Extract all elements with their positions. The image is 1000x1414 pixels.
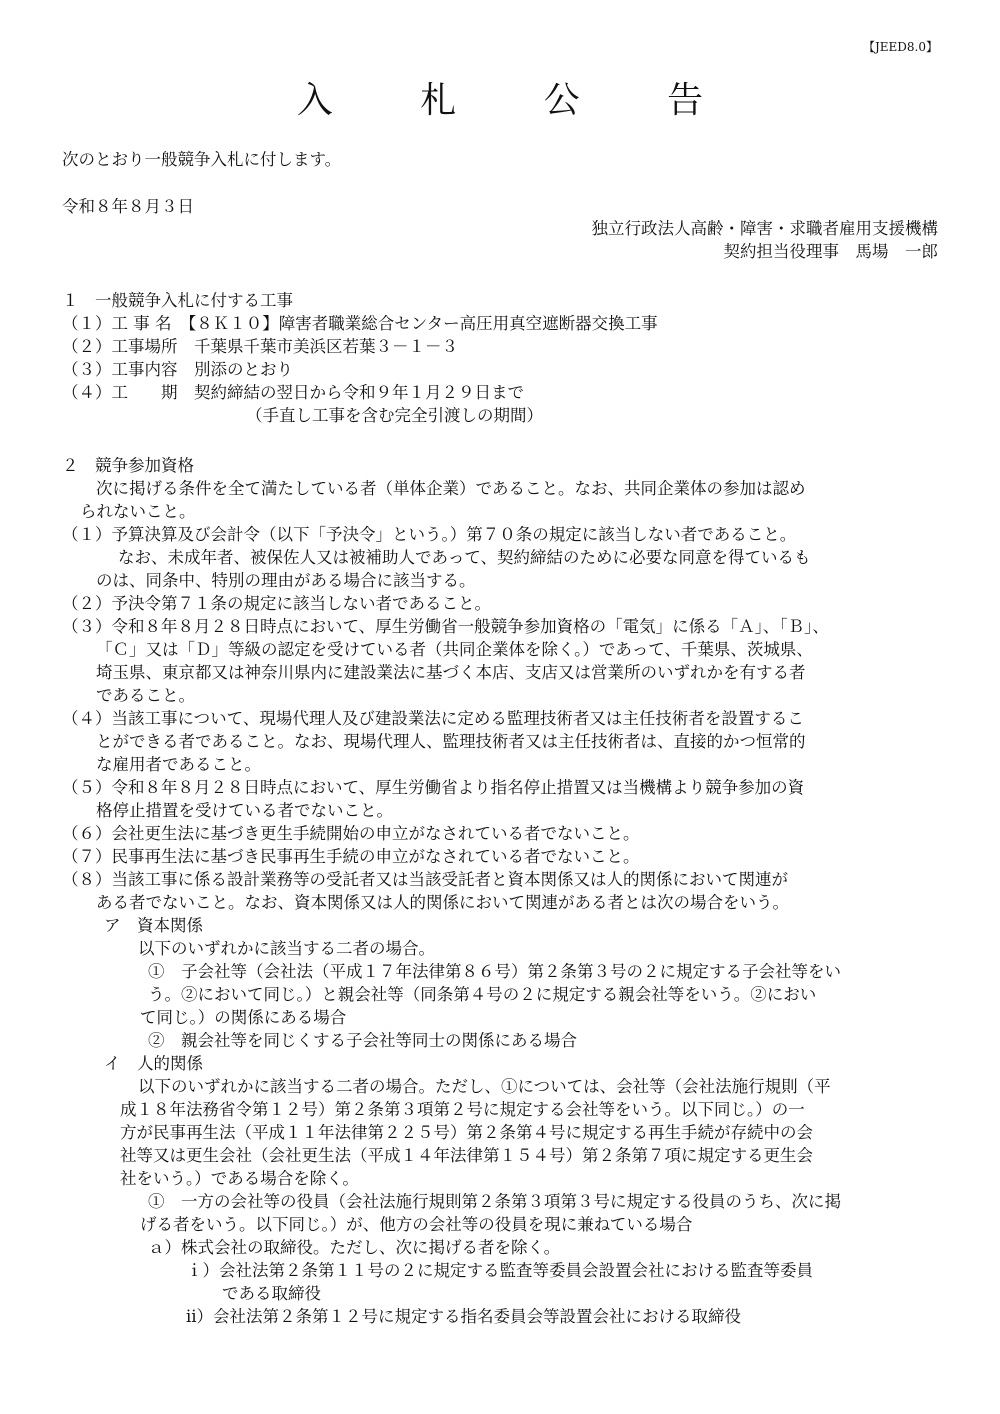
section-2-line: 方が民事再生法（平成１１年法律第２２５号）第２条第４号に規定する再生手続が存続中の会 — [120, 1123, 813, 1142]
section-2-line: 「Ｃ」又は「Ｄ」等級の認定を受けている者（共同企業体を除く。）であって、千葉県、茨城県、 — [96, 640, 813, 659]
section-1-line: （４）工 期 契約締結の翌日から令和９年１月２９日まで — [62, 383, 524, 402]
section-2-line: であること。 — [96, 686, 195, 705]
section-1-line: （手直し工事を含む完全引渡しの期間） — [246, 406, 543, 425]
section-2-line: ある者でないこと。なお、資本関係又は人的関係において関連がある者とは次の場合をいう。 — [96, 893, 789, 912]
section-2-line: ⅱ）会社法第２条第１２号に規定する指名委員会等設置会社における取締役 — [186, 1307, 742, 1326]
document-code: 【JEED8.0】 — [862, 40, 938, 54]
section-2-line: 成１８年法務省令第１２号）第２条第３項第２号に規定する会社等をいう。以下同じ。）の一 — [120, 1100, 805, 1119]
section-2-line: 社等又は更生会社（会社更生法（平成１４年法律第１５４号）第２条第７項に規定する更生会 — [120, 1146, 813, 1165]
section-2-line: う。②において同じ。）と親会社等（同条第４号の２に規定する親会社等をいう。②におい — [148, 985, 817, 1004]
section-2-line: 格停止措置を受けている者でないこと。 — [96, 801, 393, 820]
section-2-line: て同じ。）の関係にある場合 — [140, 1008, 347, 1027]
section-2-heading: ２ 競争参加資格 — [62, 456, 194, 475]
issuer-organization: 独立行政法人高齢・障害・求職者雇用支援機構 — [591, 219, 938, 238]
section-1-line: （２）工事場所 千葉県千葉市美浜区若葉３－１－３ — [62, 337, 458, 356]
section-2-line: である取締役 — [222, 1284, 321, 1303]
section-2-line: （１）予算決算及び会計令（以下「予決令」という。）第７０条の規定に該当しない者であること。 — [62, 525, 797, 544]
section-2-line: ア 資本関係 — [104, 916, 203, 935]
section-2-line: イ 人的関係 — [104, 1054, 203, 1073]
section-2-line: 埼玉県、東京都又は神奈川県内に建設業法に基づく本店、支店又は営業所のいずれかを有する者 — [96, 663, 806, 682]
section-2-line: 以下のいずれかに該当する二者の場合。ただし、①については、会社等（会社法施行規則（平 — [138, 1077, 831, 1096]
issuer-officer: 契約担当役理事 馬場 一郎 — [723, 242, 938, 261]
section-2-line: 次に掲げる条件を全て満たしている者（単体企業）であること。なお、共同企業体の参加は認め — [96, 479, 806, 498]
section-2-line: とができる者であること。なお、現場代理人、監理技術者又は主任技術者は、直接的かつ恒常的 — [96, 732, 806, 751]
section-2-line: （３）令和８年８月２８日時点において、厚生労働省一般競争参加資格の「電気」に係る「Ａ」、「Ｂ」、 — [62, 617, 829, 636]
section-2-line: 社をいう。）である場合を除く。 — [120, 1169, 359, 1188]
section-1-heading: １ 一般競争入札に付する工事 — [62, 291, 293, 310]
section-2-line: 以下のいずれかに該当する二者の場合。 — [138, 939, 435, 958]
section-2-line: な雇用者であること。 — [96, 755, 261, 774]
section-2-line: （８）当該工事に係る設計業務等の受託者又は当該受託者と資本関係又は人的関係において関連が — [62, 870, 788, 889]
section-1-line: （１）工 事 名 【８Ｋ１０】障害者職業総合センター高圧用真空遮断器交換工事 — [62, 314, 658, 333]
section-2-line: のは、同条中、特別の理由がある場合に該当する。 — [96, 571, 476, 590]
section-2-line: ｉ）会社法第２条第１１号の２に規定する監査等委員会設置会社における監査等委員 — [186, 1261, 813, 1280]
section-2-line: なお、未成年者、被保佐人又は被補助人であって、契約締結のために必要な同意を得ているも — [118, 548, 811, 567]
announcement-date: 令和８年８月３日 — [62, 197, 194, 216]
section-2-line: （２）予決令第７１条の規定に該当しない者であること。 — [62, 594, 491, 613]
section-2-line: （４）当該工事について、現場代理人及び建設業法に定める監理技術者又は主任技術者を設置するこ — [62, 709, 804, 728]
section-2-line: （５）令和８年８月２８日時点において、厚生労働省より指名停止措置又は当機構より競争参加の資 — [62, 778, 805, 797]
section-2-line: ａ）株式会社の取締役。ただし、次に掲げる者を除く。 — [148, 1238, 561, 1257]
section-2-line: （７）民事再生法に基づき民事再生手続の申立がなされている者でないこと。 — [62, 847, 640, 866]
section-2-line: ① 子会社等（会社法（平成１７年法律第８６号）第２条第３号の２に規定する子会社等をい — [148, 962, 841, 981]
page-title: 入 札 公 告 — [296, 80, 742, 121]
section-2-line: ② 親会社等を同じくする子会社等同士の関係にある場合 — [148, 1031, 577, 1050]
section-1-line: （３）工事内容 別添のとおり — [62, 360, 293, 379]
section-2-line: （６）会社更生法に基づき更生手続開始の申立がなされている者でないこと。 — [62, 824, 640, 843]
section-2-line: げる者をいう。以下同じ。）が、他方の会社等の役員を現に兼ねている場合 — [140, 1215, 693, 1234]
section-2-line: られないこと。 — [80, 502, 196, 521]
section-2-line: ① 一方の会社等の役員（会社法施行規則第２条第３項第３号に規定する役員のうち、次に掲 — [148, 1192, 841, 1211]
intro-text: 次のとおり一般競争入札に付します。 — [62, 150, 342, 169]
